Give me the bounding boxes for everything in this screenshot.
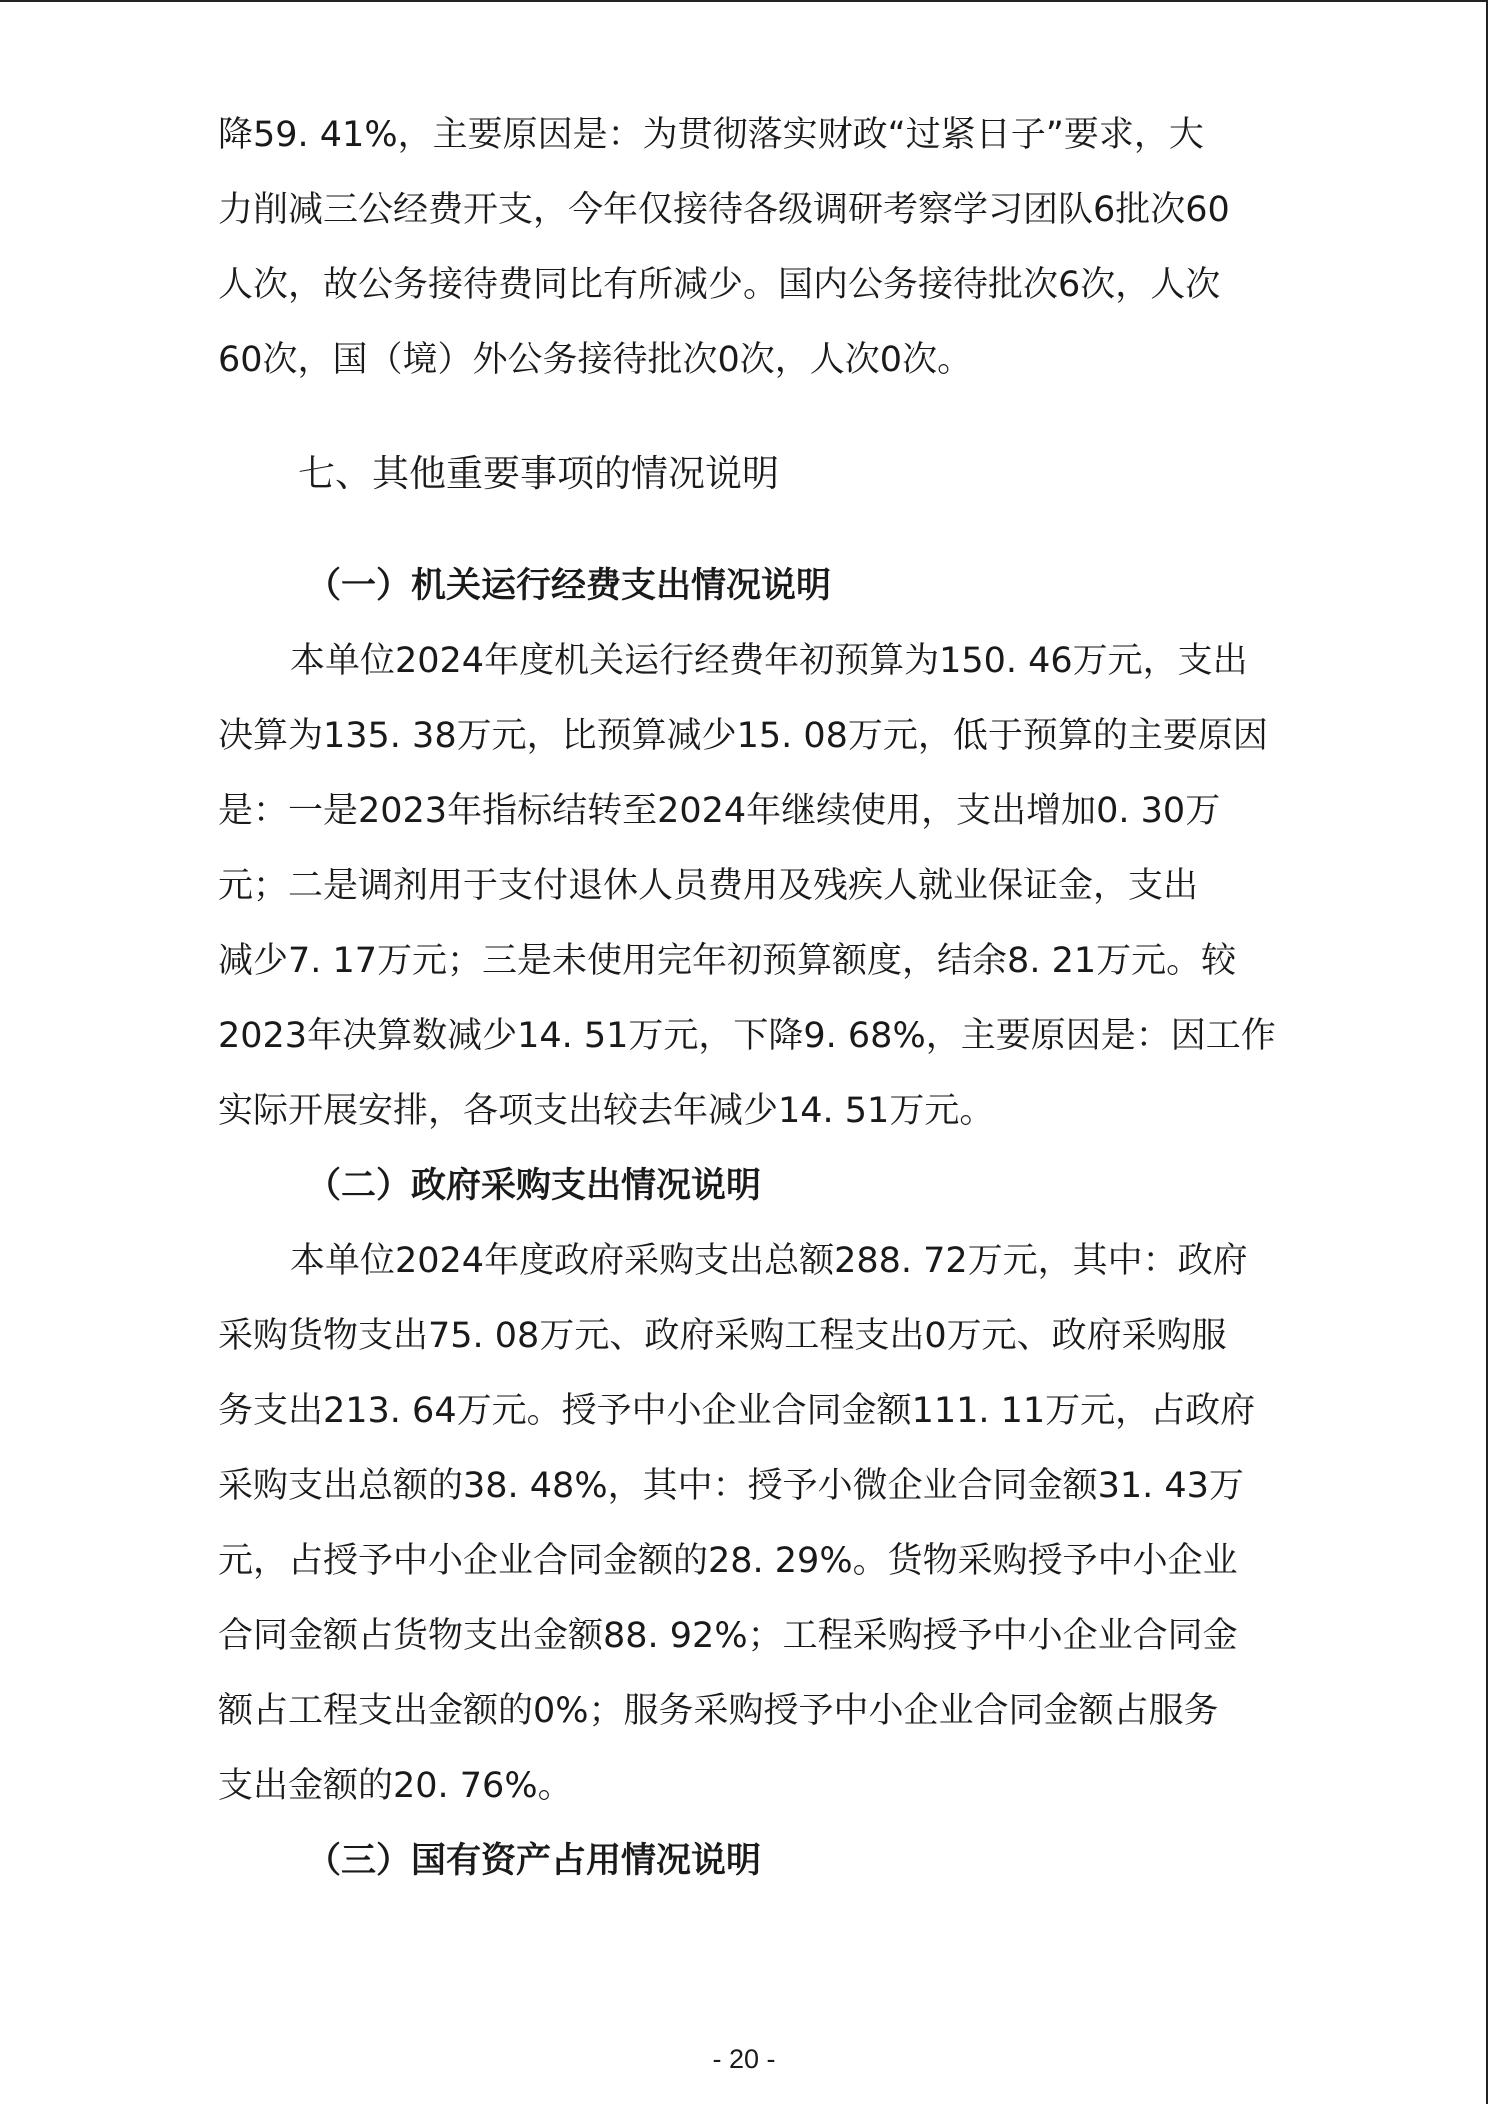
section-heading: 七、其他重要事项的情况说明 xyxy=(298,452,779,495)
text-line: 务支出213. 64万元。授予中小企业合同金额111. 11万元，占政府 xyxy=(218,1391,1256,1431)
text-line: 决算为135. 38万元，比预算减少15. 08万元，低于预算的主要原因 xyxy=(218,716,1268,756)
text-line: 额占工程支出金额的0%；服务采购授予中小企业合同金额占服务 xyxy=(218,1691,1219,1731)
text-line: 合同金额占货物支出金额88. 92%；工程采购授予中小企业合同金 xyxy=(218,1616,1238,1656)
text-line: 60次，国（境）外公务接待批次0次，人次0次。 xyxy=(218,340,973,380)
subsection-government-procurement xyxy=(218,1149,1286,1824)
page-number: - 20 - xyxy=(712,2044,776,2074)
text-line: 本单位2024年度机关运行经费年初预算为150. 46万元，支出 xyxy=(290,641,1248,681)
subsection-heading: （一）机关运行经费支出情况说明 xyxy=(306,566,832,606)
text-line: 力削减三公经费开支，今年仅接待各级调研考察学习团队6批次60 xyxy=(218,190,1230,230)
text-line: 人次，故公务接待费同比有所减少。国内公务接待批次6次，人次 xyxy=(218,265,1221,305)
text-line: 2023年决算数减少14. 51万元，下降9. 68%，主要原因是：因工作 xyxy=(218,1016,1276,1056)
subsection-operating-expenses xyxy=(218,549,1286,1149)
text-line: 本单位2024年度政府采购支出总额288. 72万元，其中：政府 xyxy=(290,1241,1248,1281)
subsection-heading: （三）国有资产占用情况说明 xyxy=(306,1841,762,1881)
subsection-heading: （二）政府采购支出情况说明 xyxy=(306,1166,762,1206)
text-line: 减少7. 17万元；三是未使用完年初预算额度，结余8. 21万元。较 xyxy=(218,941,1237,981)
text-line: 元，占授予中小企业合同金额的28. 29%。货物采购授予中小企业 xyxy=(218,1541,1238,1581)
subsection-state-assets xyxy=(218,1824,1286,1899)
paragraph-intro xyxy=(218,98,1286,398)
text-line: 实际开展安排，各项支出较去年减少14. 51万元。 xyxy=(218,1091,995,1131)
page-frame-top xyxy=(0,0,1488,2)
document-page xyxy=(218,98,1286,1899)
text-line: 是：一是2023年指标结转至2024年继续使用，支出增加0. 30万 xyxy=(218,791,1221,831)
text-line: 元；二是调剂用于支付退休人员费用及残疾人就业保证金，支出 xyxy=(218,866,1199,906)
text-line: 降59. 41%，主要原因是：为贯彻落实财政“过紧日子”要求，大 xyxy=(218,115,1204,155)
text-line: 支出金额的20. 76%。 xyxy=(218,1766,573,1806)
text-line: 采购支出总额的38. 48%，其中：授予小微企业合同金额31. 43万 xyxy=(218,1466,1244,1506)
text-line: 采购货物支出75. 08万元、政府采购工程支出0万元、政府采购服 xyxy=(218,1316,1227,1356)
